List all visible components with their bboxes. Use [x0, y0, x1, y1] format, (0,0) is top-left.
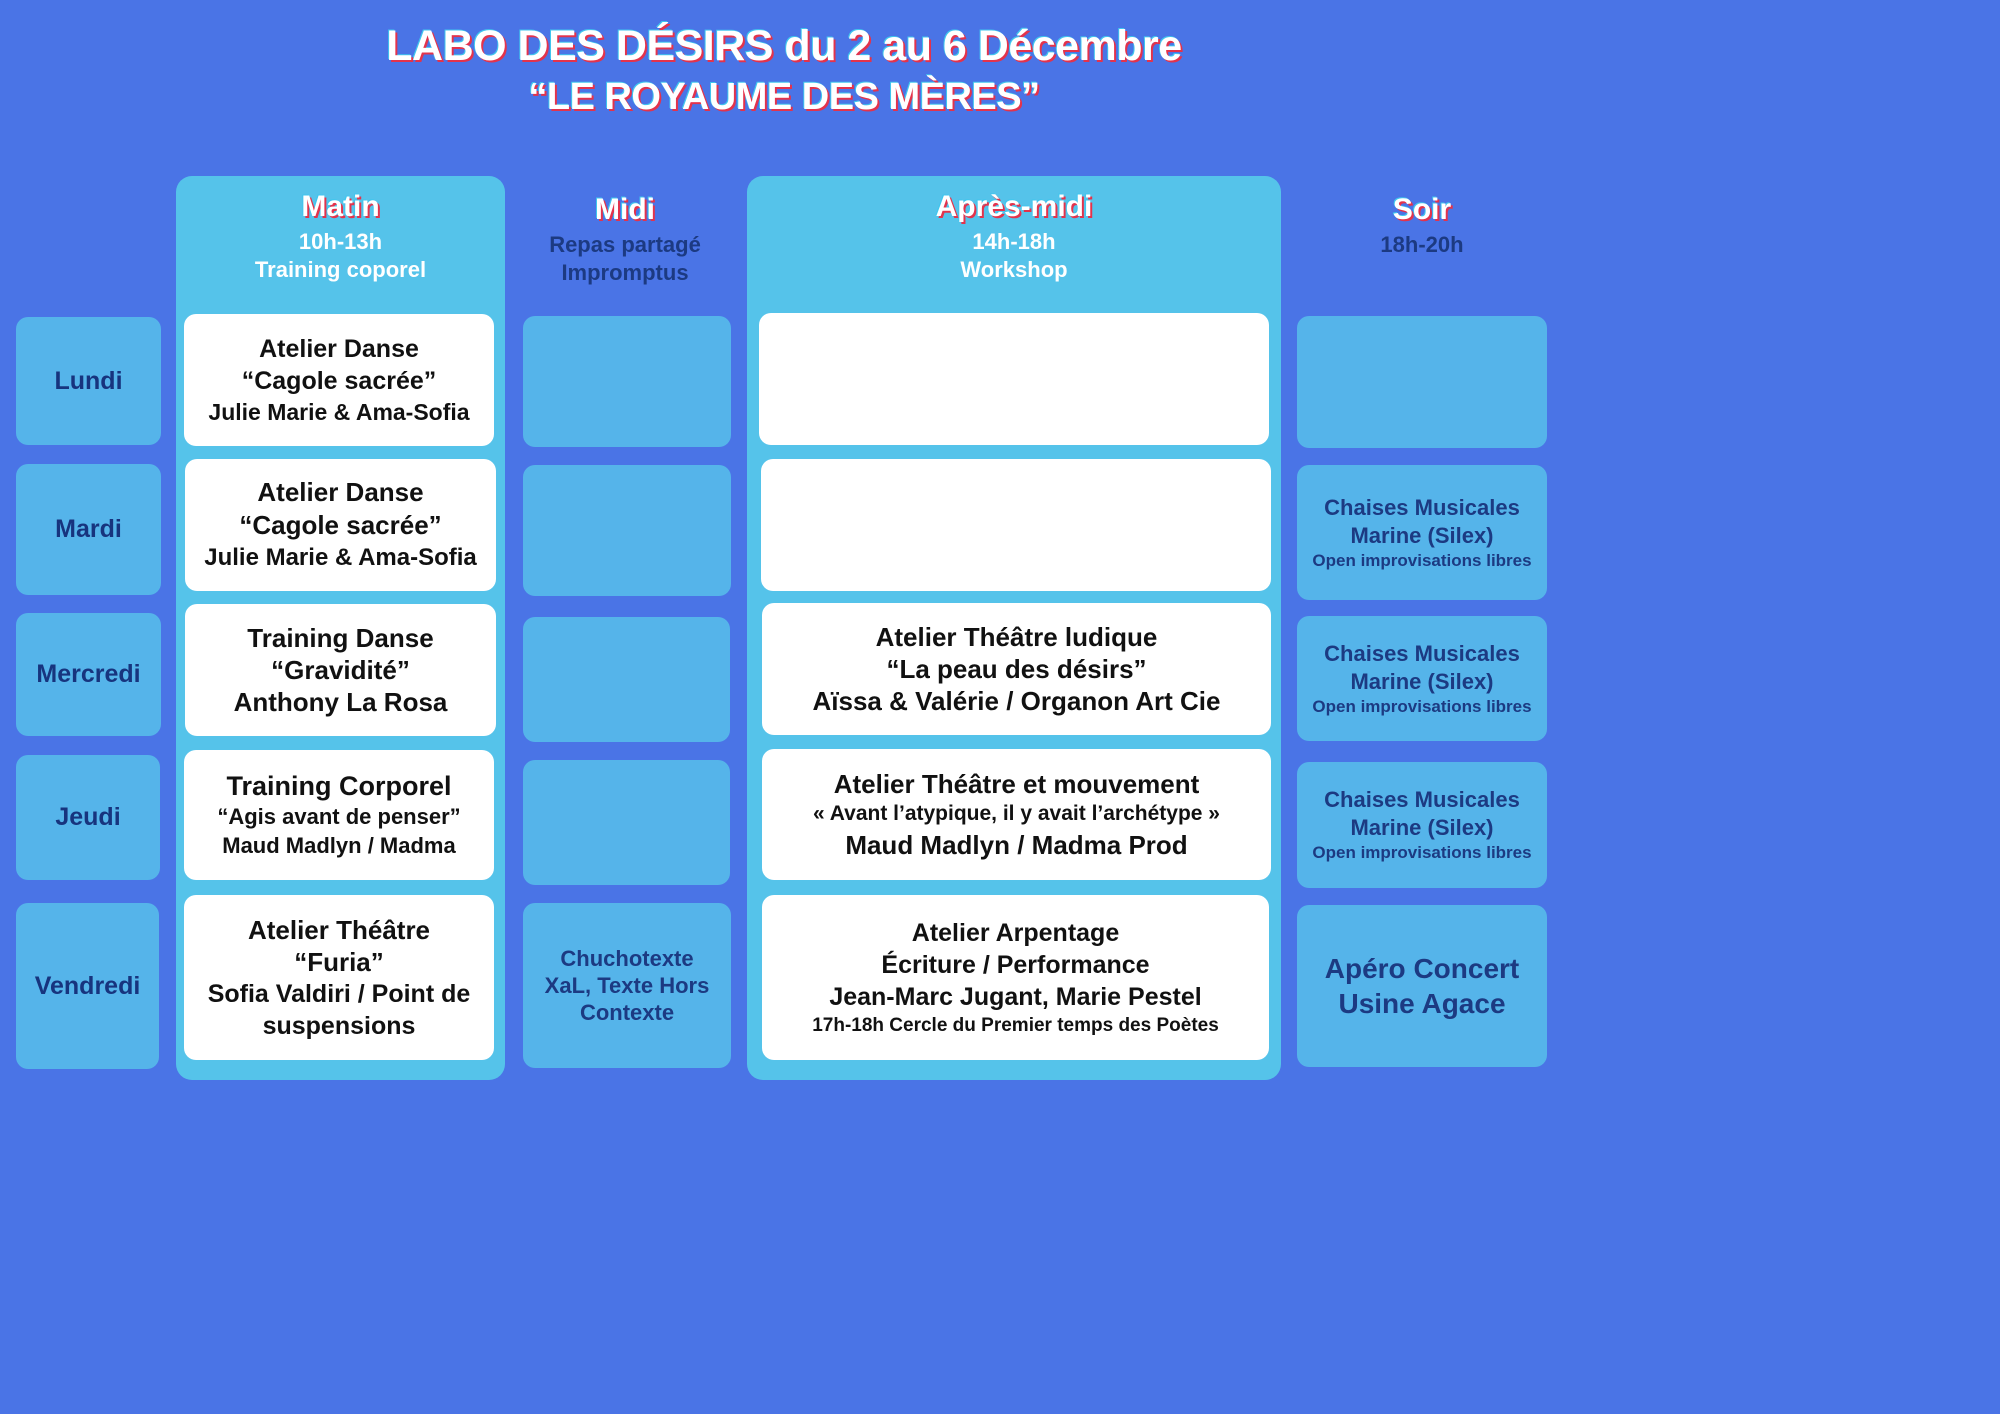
midi-mercredi-slot	[523, 617, 730, 742]
day-mardi	[16, 464, 161, 595]
event-desc: Open improvisations libres	[1312, 696, 1532, 716]
day-mercredi	[16, 613, 161, 736]
soir-mardi-event	[1297, 465, 1547, 600]
midi-header	[515, 193, 735, 287]
day-label: Lundi	[54, 366, 123, 395]
midi-lundi-slot	[523, 316, 731, 447]
event-title: Atelier Théâtre ludique	[875, 622, 1158, 652]
page-subtitle: “LE ROYAUME DES MÈRES”	[528, 76, 1040, 118]
midi-line2: Impromptus	[561, 260, 689, 285]
event-subtitle: « Avant l’atypique, il y avait l’archétype »	[813, 801, 1220, 825]
event-desc: Open improvisations libres	[1312, 550, 1532, 570]
event-host: Marine (Silex)	[1350, 522, 1494, 548]
soir-mercredi-event	[1297, 616, 1547, 741]
matin-time: 10h-13h	[298, 229, 383, 254]
apres-midi-header	[747, 190, 1281, 284]
event-title: Atelier Théâtre et mouvement	[833, 768, 1200, 799]
midi-vendredi-event	[523, 903, 731, 1068]
apres-midi-vendredi-event	[762, 895, 1269, 1060]
matin-jeudi-event	[184, 750, 494, 880]
event-host: Jean-Marc Jugant, Marie Pestel	[829, 982, 1202, 1011]
event-subtitle: “Gravidité”	[271, 655, 410, 685]
soir-time: 18h-20h	[1380, 232, 1464, 257]
matin-mardi-event	[185, 459, 496, 591]
event-subtitle: “La peau des désirs”	[886, 654, 1147, 684]
event-host: Marine (Silex)	[1350, 815, 1494, 840]
day-label: Mercredi	[36, 660, 141, 688]
event-title: Training Danse	[247, 623, 434, 653]
event-title: Chaises Musicales	[1324, 787, 1520, 812]
event-host: Anthony La Rosa	[233, 687, 448, 717]
event-title: Apéro Concert	[1324, 953, 1520, 984]
event-title: Atelier Danse	[257, 477, 424, 507]
event-subtitle: “Furia”	[294, 946, 384, 977]
matin-lundi-event	[184, 314, 494, 446]
event-subtitle: “Agis avant de penser”	[217, 804, 461, 829]
event-host: Aïssa & Valérie / Organon Art Cie	[812, 686, 1221, 716]
apres-midi-mercredi-event	[762, 603, 1271, 735]
soir-vendredi-event	[1297, 905, 1547, 1067]
event-host: Maud Madlyn / Madma Prod	[845, 829, 1188, 860]
event-note: 17h-18h Cercle du Premier temps des Poètes	[812, 1014, 1219, 1036]
event-subtitle: Écriture / Performance	[881, 950, 1150, 979]
event-title: Chaises Musicales	[1324, 494, 1520, 520]
event-host-cont: Contexte	[579, 1000, 675, 1025]
day-label: Mardi	[55, 515, 122, 543]
day-lundi	[16, 317, 161, 445]
soir-jeudi-event	[1297, 762, 1547, 888]
day-vendredi	[16, 903, 159, 1069]
page-title: LABO DES DÉSIRS du 2 au 6 Décembre	[386, 22, 1182, 70]
soir-label: Soir	[1392, 193, 1452, 226]
event-title: Chaises Musicales	[1324, 640, 1520, 666]
soir-lundi-slot	[1297, 316, 1547, 448]
midi-jeudi-slot	[523, 760, 730, 885]
matin-vendredi-event	[184, 895, 494, 1060]
day-jeudi	[16, 755, 160, 880]
apres-midi-mardi-slot	[761, 459, 1271, 591]
event-host: Usine Agace	[1338, 988, 1506, 1019]
apres-midi-desc: Workshop	[960, 257, 1068, 282]
day-label: Jeudi	[55, 803, 121, 831]
event-title: Training Corporel	[226, 771, 452, 801]
matin-label: Matin	[301, 190, 380, 223]
event-host: Julie Marie & Ama-Sofia	[204, 544, 477, 571]
event-title: Chuchotexte	[560, 946, 694, 971]
event-title: Atelier Théâtre	[247, 914, 431, 945]
apres-midi-lundi-slot	[759, 313, 1269, 445]
apres-midi-jeudi-event	[762, 749, 1271, 880]
matin-header	[176, 190, 505, 284]
midi-line1: Repas partagé	[549, 232, 701, 257]
apres-midi-label: Après-midi	[935, 190, 1093, 223]
soir-header	[1297, 193, 1547, 259]
event-host: Sofia Valdiri / Point de	[207, 979, 471, 1008]
event-host: Julie Marie & Ama-Sofia	[208, 399, 470, 425]
midi-mardi-slot	[523, 465, 731, 596]
event-host-cont: suspensions	[262, 1011, 416, 1040]
apres-midi-time: 14h-18h	[972, 229, 1056, 254]
event-desc: Open improvisations libres	[1312, 843, 1532, 862]
matin-mercredi-event	[185, 604, 496, 736]
matin-desc: Training coporel	[254, 257, 427, 282]
event-subtitle: “Cagole sacrée”	[239, 510, 442, 540]
day-label: Vendredi	[34, 971, 141, 1000]
event-title: Atelier Arpentage	[911, 918, 1120, 947]
event-title: Atelier Danse	[259, 335, 419, 363]
event-host: Maud Madlyn / Madma	[222, 833, 456, 858]
event-subtitle: “Cagole sacrée”	[241, 367, 437, 395]
event-host: Marine (Silex)	[1350, 668, 1494, 694]
midi-label: Midi	[595, 193, 655, 226]
event-host: XaL, Texte Hors	[544, 973, 710, 998]
